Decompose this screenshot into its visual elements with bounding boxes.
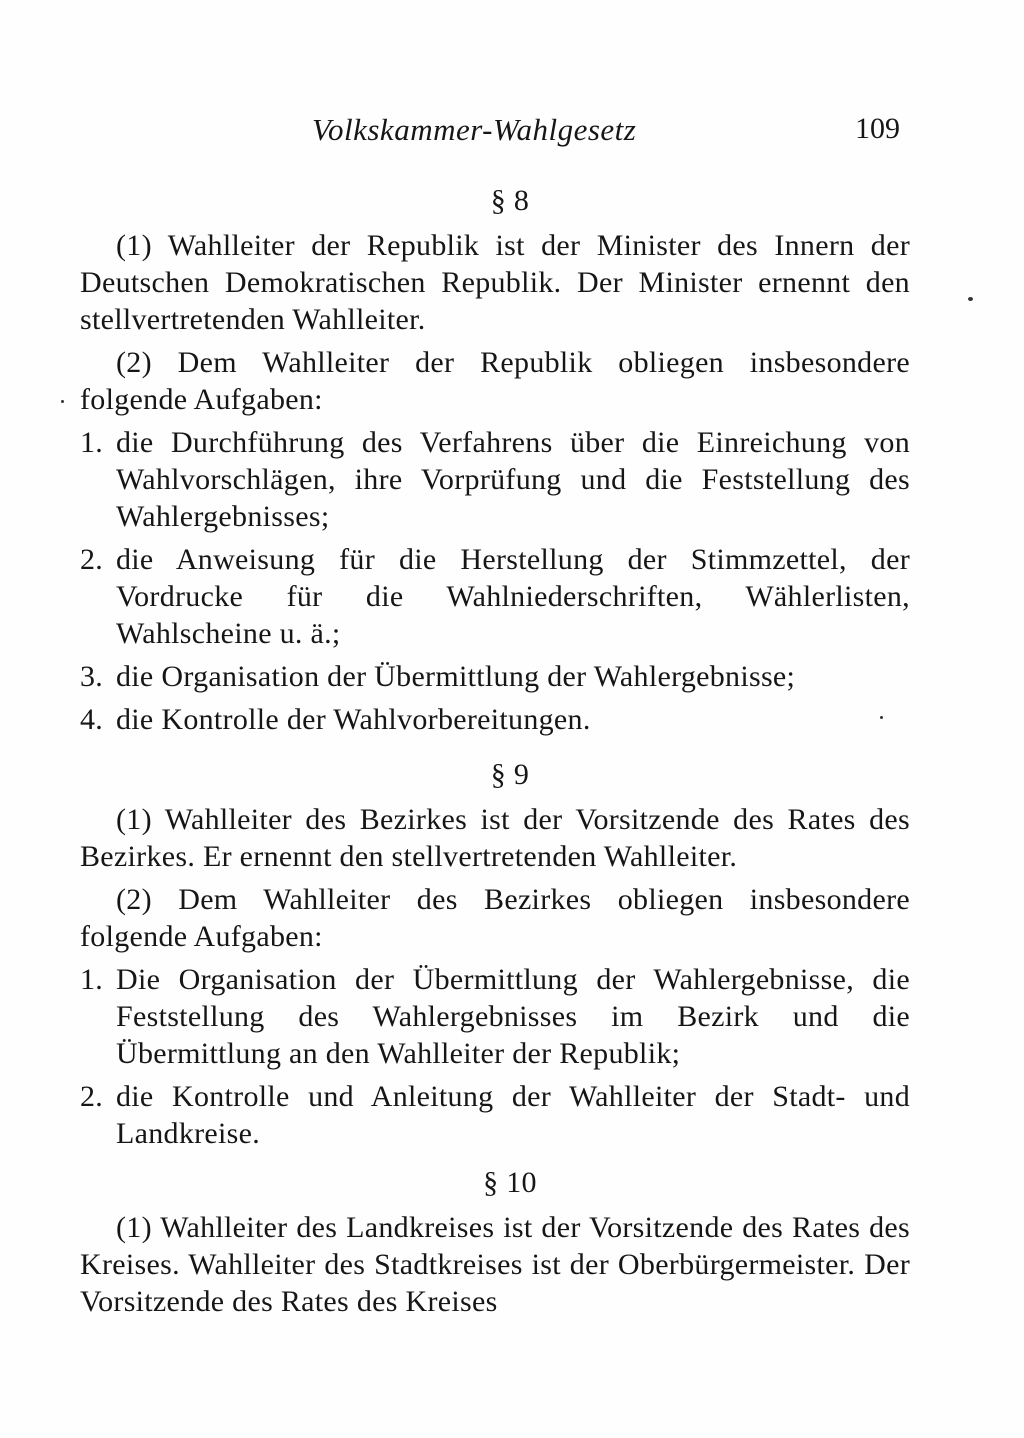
paragraph: (2) Dem Wahlleiter der Republik obliegen insbesondere folgende Aufgaben:: [80, 346, 910, 416]
paragraph: (1) Wahlleiter des Bezirkes ist der Vorsitzende des Rates des Bezirkes. Er ernennt den stellvertretenden Wahlleiter.: [80, 803, 910, 873]
list-text: die Kontrolle und Anleitung der Wahlleiter der Stadt- und Landkreise.: [116, 1080, 910, 1150]
list-number: 1.: [80, 426, 104, 459]
list-number: 2.: [80, 543, 104, 576]
scan-speck: [61, 400, 64, 403]
list-item: [80, 961, 910, 1072]
list-text: die Durchführung des Verfahrens über die Einreichung von Wahlvorschlägen, ihre Vorprüfung und die Feststellung des Wahlergebnisses;: [116, 426, 910, 533]
section-8: [80, 182, 910, 738]
list-text: die Organisation der Übermittlung der Wahlergebnisse;: [116, 660, 796, 693]
list-item: [80, 701, 910, 738]
list-number: 3.: [80, 660, 104, 693]
page-body: [80, 182, 910, 1326]
list-number: 2.: [80, 1080, 104, 1113]
list-number: 1.: [80, 963, 104, 996]
scan-speck: [880, 716, 883, 719]
paragraph: (1) Wahlleiter des Landkreises ist der Vorsitzende des Rates des Kreises. Wahlleiter des Stadtkreises ist der Oberbürgermeister. Der Vorsitzende des Rates des Kreises: [80, 1211, 910, 1318]
list-item: [80, 424, 910, 535]
scan-speck: [968, 297, 973, 301]
running-title: Volkskammer-Wahlgesetz: [312, 112, 637, 147]
list-item: [80, 658, 910, 695]
section-heading: § 9: [490, 758, 530, 791]
running-header: [80, 112, 910, 152]
list-text: Die Organisation der Übermittlung der Wahlergebnisse, die Feststellung des Wahlergebnisses im Bezirk und die Übermittlung an den Wahlleiter der Republik;: [116, 963, 910, 1070]
list-text: die Anweisung für die Herstellung der Stimmzettel, der Vordrucke für die Wahlniederschriften, Wählerlisten, Wahlscheine u. ä.;: [116, 543, 910, 650]
list-text: die Kontrolle der Wahlvorbereitungen.: [116, 703, 591, 736]
paragraph: (2) Dem Wahlleiter des Bezirkes obliegen insbesondere folgende Aufgaben:: [80, 883, 910, 953]
list-number: 4.: [80, 703, 104, 736]
page-number: 109: [855, 112, 900, 145]
section-9: [80, 756, 910, 1152]
paragraph: (1) Wahlleiter der Republik ist der Minister des Innern der Deutschen Demokratischen Republik. Der Minister ernennt den stellvertretenden Wahlleiter.: [80, 229, 910, 336]
list-item: [80, 1078, 910, 1152]
section-heading: § 10: [483, 1166, 537, 1199]
section-10: [80, 1164, 910, 1320]
list-item: [80, 541, 910, 652]
section-heading: § 8: [490, 184, 530, 217]
